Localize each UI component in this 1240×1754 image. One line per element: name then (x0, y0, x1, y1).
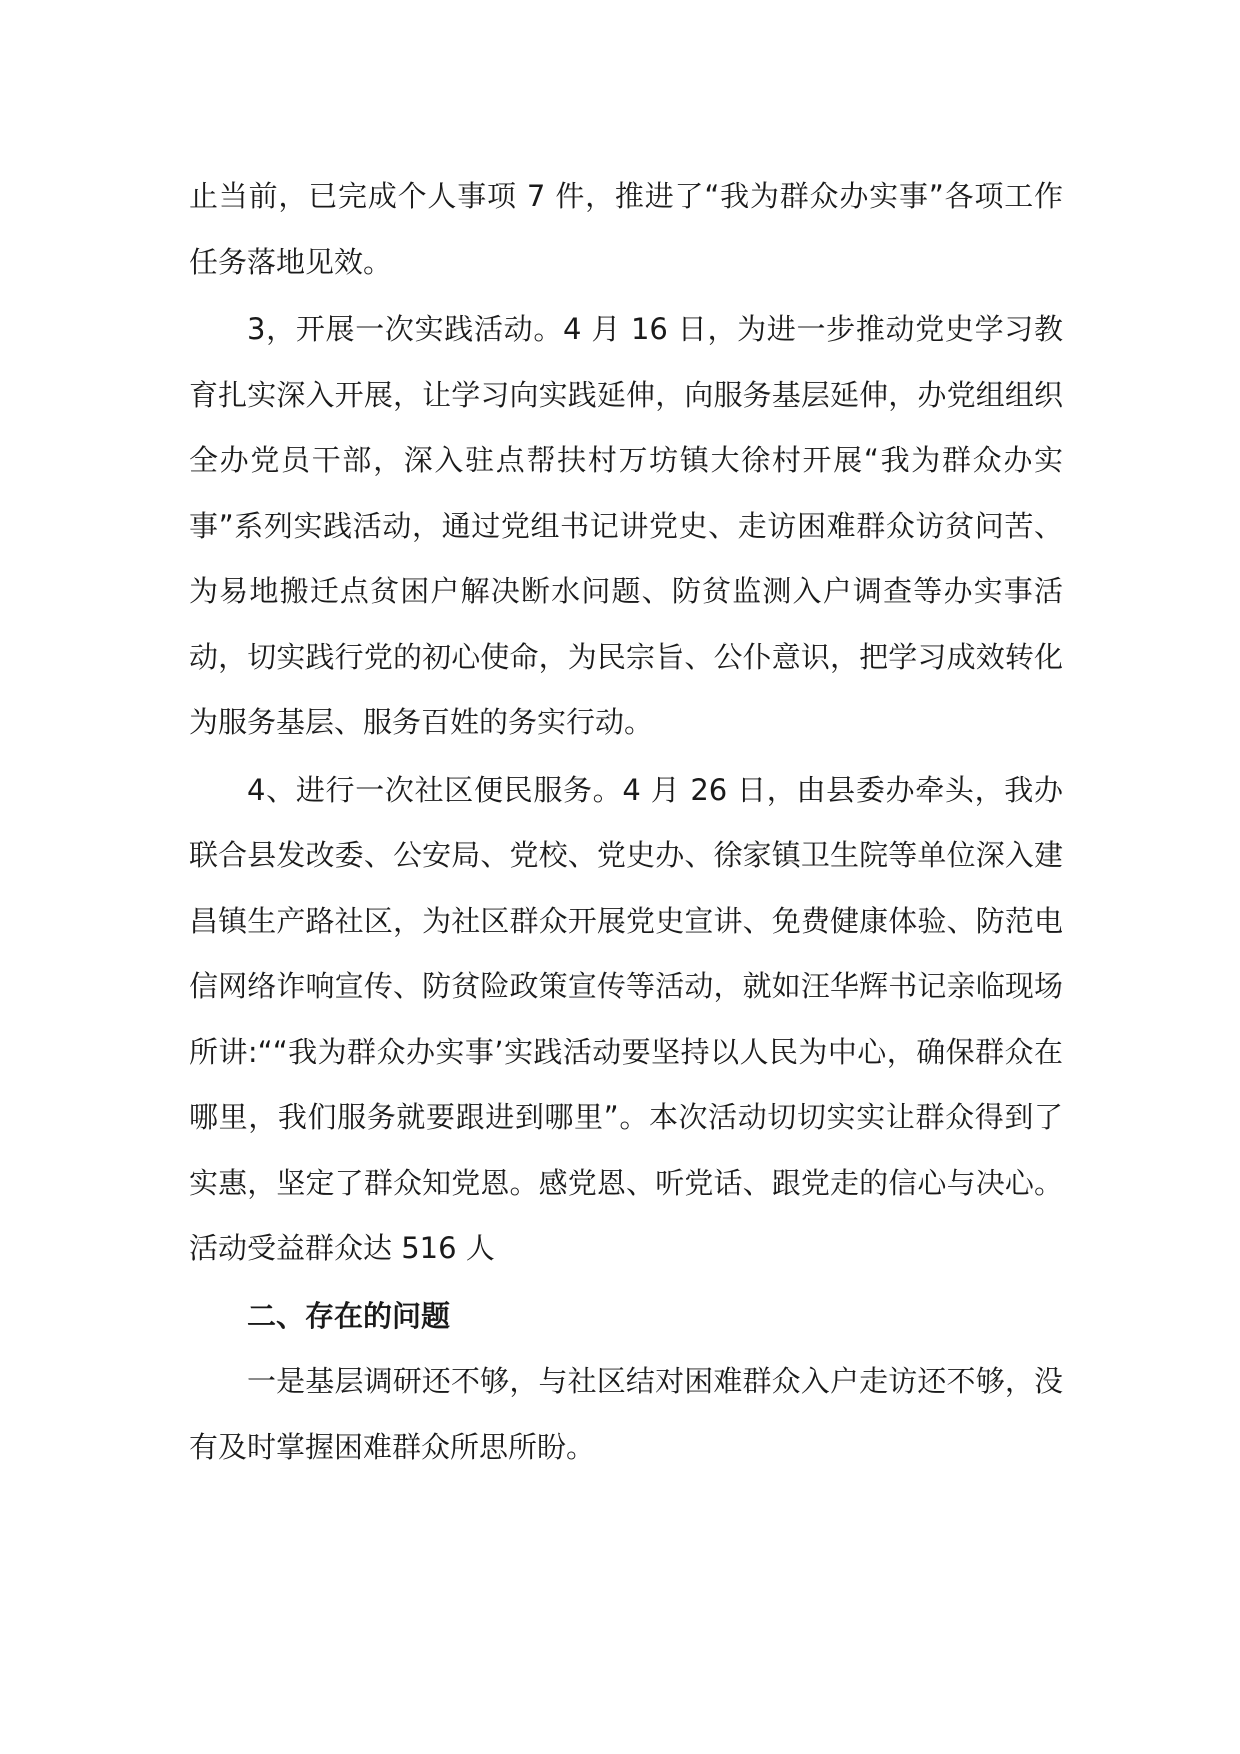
item-4-paragraph: 4、进行一次社区便民服务。4 月 26 日，由县委办牵头，我办联合县发改委、公安局、党校、党史办、徐家镇卫生院等单位深入建昌镇生产路社区，为社区群众开展党史宣讲、免费健康体验、防范电信网络诈响宣传、防贫险政策宣传等活动，就如汪华辉书记亲临现场所讲:““我为群众办实事’实践活动要坚持以人民为中心，确保群众在哪里，我们服务就要跟进到哪里”。本次活动切切实实让群众得到了实惠，坚定了群众知党恩。感党恩、听党话、跟党走的信心与决心。活动受益群众达 516 人 (189, 772, 1063, 1265)
item-3-paragraph: 3，开展一次实践活动。4 月 16 日，为进一步推动党史学习教育扎实深入开展，让学习向实践延伸，向服务基层延伸，办党组组织全办党员干部，深入驻点帮扶村万坊镇大徐村开展“我为群众办实事”系列实践活动，通过党组书记讲党史、走访困难群众访贫问苦、为易地搬迁点贫困户解决断水问题、防贫监测入户调查等办实事活动，切实践行党的初心使命，为民宗旨、公仆意识，把学习成效转化为服务基层、服务百姓的务实行动。 (189, 312, 1063, 739)
problem-paragraph: 一是基层调研还不够，与社区结对困难群众入户走访还不够，没有及时掌握困难群众所思所盼。 (189, 1364, 1063, 1464)
section-heading: 二、存在的问题 (247, 1298, 451, 1333)
document-body (189, 164, 1063, 1480)
continuation-paragraph: 止当前，已完成个人事项 7 件，推进了“我为群众办实事”各项工作任务落地见效。 (189, 179, 1063, 279)
